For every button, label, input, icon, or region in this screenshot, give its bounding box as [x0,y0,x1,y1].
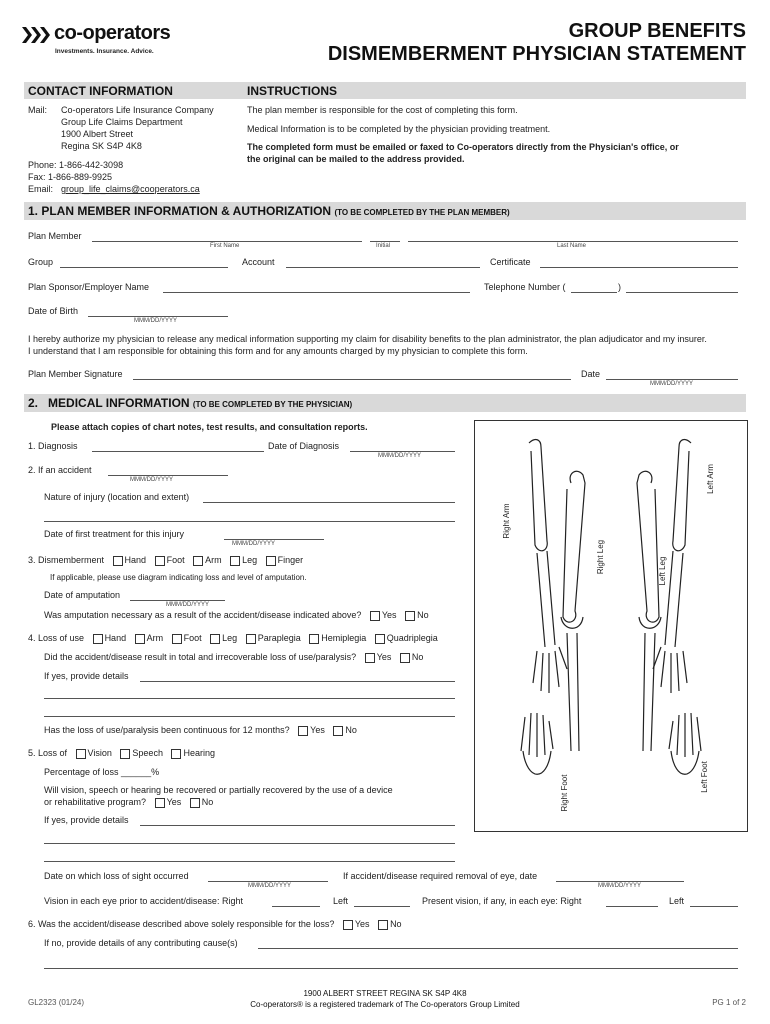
page-title-line2: DISMEMBERMENT PHYSICIAN STATEMENT [327,43,746,65]
account-label: Account [242,257,275,267]
amputation-date-field[interactable] [130,600,225,601]
q4-hemiplegia-label: Hemiplegia [321,633,367,643]
instruction-3a: The completed form must be emailed or faxed to Co-operators directly from the Physician's office, or [247,142,679,152]
brand-logo [22,22,192,62]
q5-recover-yes-checkbox[interactable] [155,798,165,808]
q5-recover-no-checkbox[interactable] [190,798,200,808]
page-title-line1: GROUP BENEFITS [568,20,746,42]
sight-date-format: MMM/DD/YYYY [248,883,292,889]
q3-hand-checkbox[interactable] [113,556,123,566]
q5-vision-checkbox[interactable] [76,749,86,759]
right-forearm-icon [537,551,555,647]
q4-cont-yes-checkbox[interactable] [298,726,308,736]
section1-title: 1. PLAN MEMBER INFORMATION & AUTHORIZATION [28,204,332,218]
label-left-foot: Left Foot [700,761,709,793]
last-name-caption: Last Name [557,243,587,249]
q3-no-checkbox[interactable] [405,611,415,621]
q4-total-no-label: No [411,652,424,662]
q4-total-row [44,652,423,663]
q4-quadriplegia-checkbox[interactable] [375,634,385,644]
footer-center [185,988,585,1010]
q4-arm-label: Arm [146,633,164,643]
removal-date-field[interactable] [556,881,684,882]
q6-details-label: If no, provide details of any contributing cause(s) [44,938,238,948]
q3-necessary-row [44,610,429,621]
first-name-caption: First Name [210,243,240,249]
brand-name: co-operators [54,22,171,44]
first-name-field[interactable] [92,241,362,242]
body-diagram[interactable] [474,420,748,832]
right-femur-icon [563,471,585,622]
q5-hearing-label: Hearing [183,748,215,758]
page-title [328,20,746,66]
section2-note: (TO BE COMPLETED BY THE PHYSICIAN) [192,400,353,409]
q3-finger-label: Finger [277,555,304,565]
right-humerus-icon [529,440,547,551]
contact-heading: CONTACT INFORMATION [28,84,173,98]
q5-vision-prior-label: Vision in each eye prior to accident/disease: Right [44,896,243,906]
right-foot-icon [521,713,553,774]
left-hand-icon [653,647,687,693]
label-right-leg: Right Leg [596,539,605,575]
q5-sight-label: Date on which loss of sight occurred [44,871,189,881]
q4-continuous-label: Has the loss of use/paralysis been continuous for 12 months? [44,725,290,735]
vision-present-right-field[interactable] [606,906,658,907]
q3-yes-label: Yes [381,610,397,620]
page-number: PG 1 of 2 [712,998,746,1007]
q4-hemiplegia-checkbox[interactable] [309,634,319,644]
plan-member-label: Plan Member [28,231,82,241]
q5-recover-yes-label: Yes [166,797,182,807]
q6-yes-checkbox[interactable] [343,920,353,930]
q4-paraplegia-label: Paraplegia [257,633,301,643]
q5-details-field-3[interactable] [44,861,455,862]
first-treatment-format: MMM/DD/YYYY [232,541,276,547]
diagnosis-date-field[interactable] [350,451,455,452]
q3-yes-checkbox[interactable] [370,611,380,621]
q3-leg-label: Leg [242,555,258,565]
q3-no-label: No [417,610,429,620]
mail-line-1: Co-operators Life Insurance Company [61,105,214,115]
brand-tagline: Investments. Insurance. Advice. [55,48,154,55]
q3-arm-label: Arm [205,555,222,565]
certificate-label: Certificate [490,257,531,267]
q6-yes-label: Yes [354,919,370,929]
left-forearm-icon [665,551,683,647]
q5-label: 5. Loss of [28,748,68,758]
account-field[interactable] [286,267,480,268]
q6-label: 6. Was the accident/disease described above solely responsible for the loss? [28,919,335,929]
dob-label: Date of Birth [28,306,79,316]
q2-nature-label: Nature of injury (location and extent) [44,492,190,502]
authorization-line-2: I understand that I am responsible for obtaining this form and for any amounts charged by my physician to complete this form. [28,346,528,356]
authorization-line-1: I hereby authorize my physician to release any medical information supporting my claim for disability benefits to the plan administrator, the plan adjudicator and my insurer. [28,334,707,344]
q6-row [28,919,402,930]
instruction-2: Medical Information is to be completed by the physician providing treatment. [247,124,551,134]
vision-prior-left-field[interactable] [354,906,410,907]
footer-address: 1900 ALBERT STREET REGINA SK S4P 4K8 [303,989,467,998]
q4-details-field-3[interactable] [44,716,455,717]
sig-date-format: MMM/DD/YYYY [650,381,694,387]
label-left-leg: Left Leg [658,556,667,586]
q3-finger-checkbox[interactable] [266,556,276,566]
sponsor-label: Plan Sponsor/Employer Name [28,282,150,292]
q4-total-yes-label: Yes [376,652,392,662]
vision-prior-left-label: Left [333,896,349,906]
phone: Phone: 1-866-442-3098 [28,160,124,170]
signature-field[interactable] [133,379,571,380]
q4-provide-label: If yes, provide details [44,671,129,681]
instruction-1: The plan member is responsible for the cost of completing this form. [247,105,518,115]
q4-cont-no-checkbox[interactable] [333,726,343,736]
q4-details-field-1[interactable] [140,681,455,682]
q3-hand-label: Hand [124,555,147,565]
q3-leg-checkbox[interactable] [230,556,240,566]
right-tibia-icon [567,633,579,751]
removal-date-format: MMM/DD/YYYY [598,883,642,889]
first-treatment-field[interactable] [224,539,324,540]
q5-percentage[interactable]: Percentage of loss ______% [44,767,160,777]
q4-continuous-row [44,725,357,736]
telephone-area-field[interactable] [571,292,617,293]
diagnosis-field[interactable] [92,451,264,452]
q5-recover-line-1: Will vision, speech or hearing be recovered or partially recovered by the use of a device [44,785,393,795]
q6-no-checkbox[interactable] [378,920,388,930]
q3-dismemberment [28,555,303,566]
accident-date-format: MMM/DD/YYYY [130,477,174,483]
sig-date-field[interactable] [606,379,738,380]
instruction-3b: the original can be mailed to the address provided. [247,154,465,164]
skeleton-diagram-svg [475,421,747,831]
mail-line-2: Group Life Claims Department [61,117,183,127]
right-hand-icon [533,647,567,693]
mail-line-4: Regina SK S4P 4K8 [61,141,142,151]
brand-mark-icon [22,24,50,46]
sight-date-field[interactable] [208,881,328,882]
q5-recover-line-2: or rehabilitative program? [44,797,147,807]
q4-cont-yes-label: Yes [310,725,325,735]
amputation-date-format: MMM/DD/YYYY [166,602,210,608]
group-label: Group [28,257,54,267]
q3-date-label: Date of amputation [44,590,121,600]
vision-prior-right-field[interactable] [272,906,320,907]
q3-foot-checkbox[interactable] [155,556,165,566]
dob-format: MMM/DD/YYYY [134,318,178,324]
q4-foot-checkbox[interactable] [172,634,182,644]
diagnosis-date-format: MMM/DD/YYYY [378,453,422,459]
signature-label: Plan Member Signature [28,369,123,379]
label-right-arm: Right Arm [502,503,511,539]
q3-note: If applicable, please use diagram indicating loss and level of amputation. [50,573,307,582]
q4-hand-checkbox[interactable] [93,634,103,644]
section1-heading [28,204,510,218]
q4-cont-no-label: No [345,725,357,735]
q4-label: 4. Loss of use [28,633,85,643]
q5-present-label: Present vision, if any, in each eye: Right [422,896,582,906]
q4-hand-label: Hand [104,633,127,643]
mail-label: Mail: [28,105,48,115]
nature-field-1[interactable] [203,502,455,503]
q5-hearing-checkbox[interactable] [171,749,181,759]
left-humerus-icon [673,440,691,551]
q5-vision-label: Vision [87,748,112,758]
q4-arm-checkbox[interactable] [135,634,145,644]
q2-first-treatment-label: Date of first treatment for this injury [44,529,185,539]
telephone-close: ) [618,282,621,292]
form-code: GL2323 (01/24) [28,998,85,1007]
left-foot-icon [669,713,701,774]
q4-paraplegia-checkbox[interactable] [246,634,256,644]
q6-no-label: No [390,919,402,929]
certificate-field[interactable] [540,267,738,268]
sponsor-field[interactable] [163,292,470,293]
email-link[interactable]: group_life_claims@cooperators.ca [61,184,200,194]
group-field[interactable] [60,267,228,268]
q5-speech-label: Speech [132,748,163,758]
q4-details-field-2[interactable] [44,698,455,699]
left-femur-icon [637,471,659,622]
initial-caption: Initial [376,243,391,249]
fax: Fax: 1-866-889-9925 [28,172,113,182]
q4-total-label: Did the accident/disease result in total and irrecoverable loss of use/paralysis? [44,652,357,662]
section2-num: 2. [28,396,39,410]
q5-recover-row [44,797,213,808]
sig-date-label: Date [581,369,601,379]
q4-leg-label: Leg [222,633,238,643]
q4-loss-of-use [28,633,438,644]
nature-field-2[interactable] [44,521,455,522]
section2-title: MEDICAL INFORMATION [48,396,190,410]
q5-details-field-2[interactable] [44,843,455,844]
q5-loss-of [28,748,215,759]
footer-trademark: Co-operators® is a registered trademark of The Co-operators Group Limited [250,1000,520,1009]
vision-present-left-field[interactable] [690,906,738,907]
section1-note: (TO BE COMPLETED BY THE PLAN MEMBER) [334,208,510,217]
q4-quadriplegia-label: Quadriplegia [386,633,438,643]
q5-details-field-1[interactable] [140,825,455,826]
telephone-field[interactable] [626,292,738,293]
q2-accident-label: 2. If an accident [28,465,92,475]
vision-present-left-label: Left [669,896,685,906]
q4-total-no-checkbox[interactable] [400,653,410,663]
q5-removal-label: If accident/disease required removal of eye, date [343,871,538,881]
q3-arm-checkbox[interactable] [193,556,203,566]
q4-leg-checkbox[interactable] [210,634,220,644]
initial-field[interactable] [370,241,400,242]
q5-recover-no-label: No [201,797,214,807]
q3-necessary-label: Was amputation necessary as a result of the accident/disease indicated above? [44,610,362,620]
instructions-heading: INSTRUCTIONS [247,84,337,98]
mail-line-3: 1900 Albert Street [61,129,134,139]
q4-foot-label: Foot [183,633,202,643]
last-name-field[interactable] [408,241,738,242]
q5-speech-checkbox[interactable] [120,749,130,759]
q3-foot-label: Foot [166,555,185,565]
label-left-arm: Left Arm [706,464,715,494]
section2-heading [28,396,352,410]
q5-provide-label: If yes, provide details [44,815,129,825]
attach-note: Please attach copies of chart notes, test results, and consultation reports. [51,422,368,432]
left-tibia-icon [643,633,655,751]
q6-details-field-1[interactable] [258,948,738,949]
telephone-label: Telephone Number ( [484,282,566,292]
q1-diagnosis-label: 1. Diagnosis [28,441,78,451]
q4-total-yes-checkbox[interactable] [365,653,375,663]
q1-date-label: Date of Diagnosis [268,441,340,451]
email-label: Email: [28,184,54,194]
label-right-foot: Right Foot [560,774,569,812]
dob-field[interactable] [88,316,228,317]
q6-details-field-2[interactable] [44,968,738,969]
accident-date-field[interactable] [108,475,228,476]
q3-label: 3. Dismemberment [28,555,105,565]
